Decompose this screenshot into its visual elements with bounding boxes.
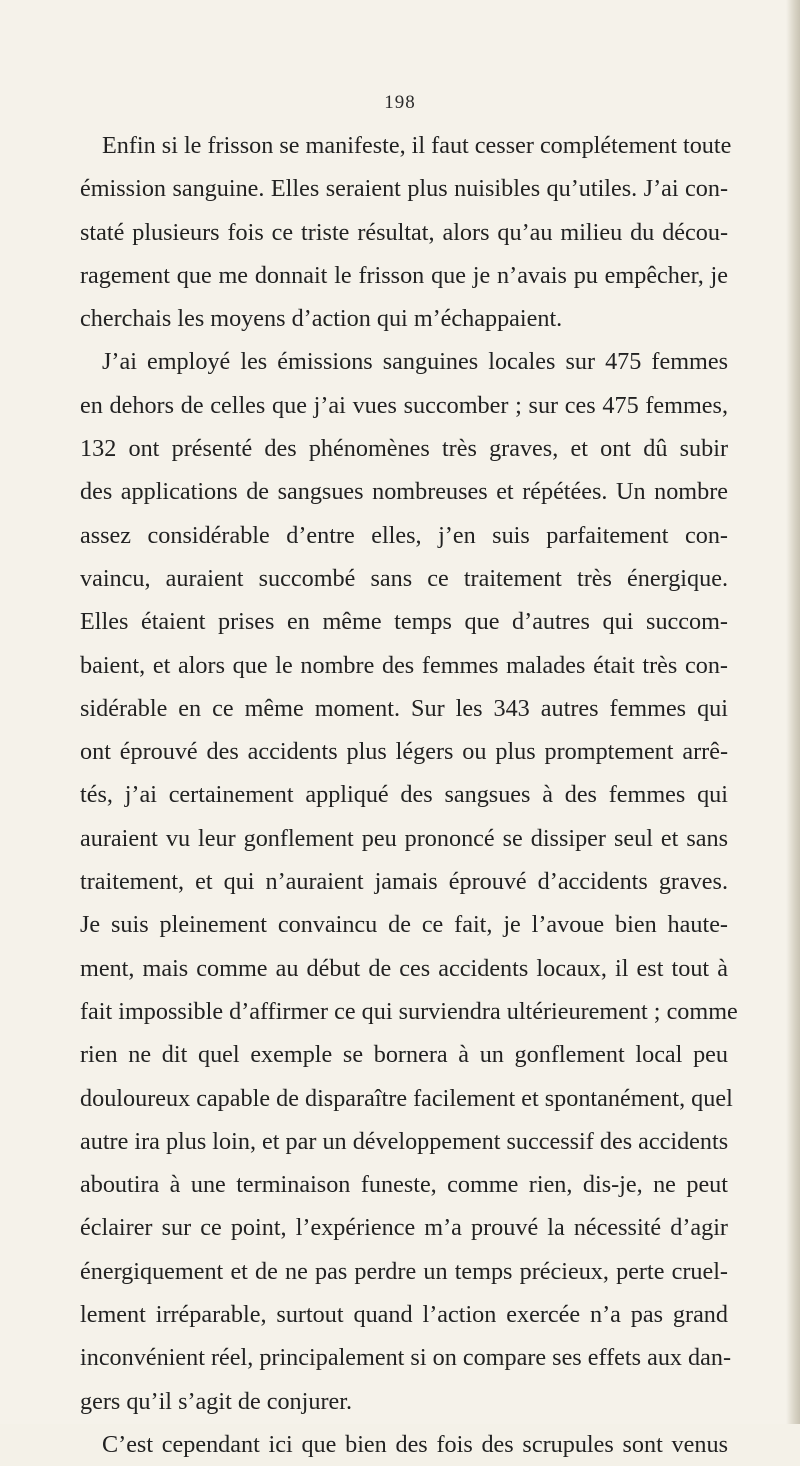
text-line: J’ai employé les émissions sanguines locales sur 475 femmes: [102, 348, 728, 376]
text-line: cherchais les moyens d’action qui m’échappaient.: [80, 305, 563, 333]
text-line: lement irréparable, surtout quand l’action exercée n’a pas grand: [80, 1301, 728, 1329]
text-line: gers qu’il s’agit de conjurer.: [80, 1387, 353, 1415]
text-line: Elles étaient prises en même temps que d’autres qui succom-: [80, 608, 728, 636]
text-line: staté plusieurs fois ce triste résultat, alors qu’au milieu du décou-: [80, 218, 728, 246]
text-line: 132 ont présenté des phénomènes très graves, et ont dû subir: [80, 435, 728, 463]
text-line: ont éprouvé des accidents plus légers ou plus promptement arrê-: [80, 738, 728, 766]
text-line: énergiquement et de ne pas perdre un temps précieux, perte cruel-: [80, 1257, 728, 1285]
text-line: autre ira plus loin, et par un développement successif des accidents: [80, 1127, 729, 1155]
text-line: en dehors de celles que j’ai vues succomber ; sur ces 475 femmes,: [80, 391, 728, 419]
text-line: ment, mais comme au début de ces accidents locaux, il est tout à: [80, 954, 728, 982]
text-line: ragement que me donnait le frisson que je n’avais pu empêcher, je: [80, 261, 728, 289]
text-line: des applications de sangsues nombreuses et répétées. Un nombre: [80, 478, 728, 506]
text-line: vaincu, auraient succombé sans ce traitement très énergique.: [80, 564, 728, 592]
text-line: sidérable en ce même moment. Sur les 343 autres femmes qui: [80, 694, 728, 722]
page-number: 198: [384, 92, 416, 113]
text-line: éclairer sur ce point, l’expérience m’a prouvé la nécessité d’agir: [80, 1214, 728, 1242]
text-line: auraient vu leur gonflement peu prononcé se dissiper seul et sans: [80, 824, 728, 852]
text-line: C’est cependant ici que bien des fois des scrupules sont venus: [102, 1430, 728, 1458]
text-line: baient, et alors que le nombre des femmes malades était très con-: [80, 651, 728, 679]
body-text: [80, 124, 738, 1466]
text-line: Je suis pleinement convaincu de ce fait, je l’avoue bien haute-: [80, 911, 728, 939]
text-line: rien ne dit quel exemple se bornera à un gonflement local peu: [80, 1041, 728, 1069]
text-line: Enfin si le frisson se manifeste, il faut cesser complétement toute: [102, 132, 732, 159]
text-line: émission sanguine. Elles seraient plus nuisibles qu’utiles. J’ai con-: [80, 175, 728, 203]
text-line: douloureux capable de disparaître facilement et spontanément, quel: [80, 1084, 733, 1112]
text-line: inconvénient réel, principalement si on compare ses effets aux dan-: [80, 1344, 732, 1372]
text-line: aboutira à une terminaison funeste, comme rien, dis-je, ne peut: [80, 1171, 728, 1199]
page-edge: [786, 0, 800, 1424]
text-line: traitement, et qui n’auraient jamais éprouvé d’accidents graves.: [80, 868, 728, 896]
text-line: tés, j’ai certainement appliqué des sangsues à des femmes qui: [80, 781, 728, 809]
text-line: assez considérable d’entre elles, j’en suis parfaitement con-: [80, 521, 728, 549]
text-line: fait impossible d’affirmer ce qui surviendra ultérieurement ; comme: [80, 997, 738, 1025]
